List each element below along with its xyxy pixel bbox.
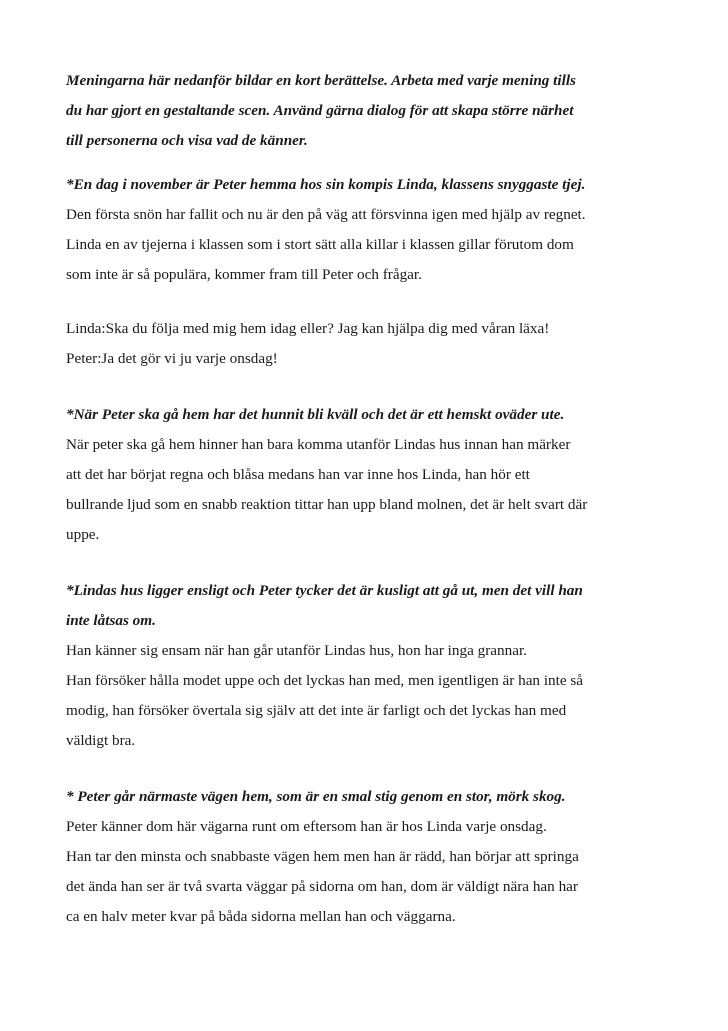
spacer [66,374,676,400]
spacer [66,550,676,576]
dialog-line: Peter:Ja det gör vi ju varje onsdag! [66,350,278,367]
section-4 [66,782,676,932]
intro-line: till personerna och visa vad de känner. [66,132,308,149]
document-page [66,66,676,932]
body-line: Han känner sig ensam när han går utanför Lindas hus, hon har inga grannar. [66,642,527,659]
body-line: Han försöker hålla modet uppe och det lyckas han med, men igentligen är han inte så [66,672,584,689]
spacer [66,290,676,314]
section-heading: *När Peter ska gå hem har det hunnit bli kväll och det är ett hemskt oväder ute. [66,406,565,423]
body-line: bullrande ljud som en snabb reaktion tittar han upp bland molnen, det är helt svart där [66,496,588,513]
body-line: ca en halv meter kvar på båda sidorna mellan han och väggarna. [66,908,456,925]
body-line: Den första snön har fallit och nu är den på väg att försvinna igen med hjälp av regnet. [66,206,586,223]
section-heading: inte låtsas om. [66,612,156,629]
body-line: När peter ska gå hem hinner han bara komma utanför Lindas hus innan han märker [66,436,571,453]
spacer [66,756,676,782]
dialog-section [66,314,676,374]
body-line: väldigt bra. [66,732,136,749]
body-line: det ända han ser är två svarta väggar på sidorna om han, dom är väldigt nära han har [66,878,578,895]
body-line: Han tar den minsta och snabbaste vägen hem men han är rädd, han börjar att springa [66,848,579,865]
section-3 [66,576,676,756]
intro-line: du har gjort en gestaltande scen. Använd gärna dialog för att skapa större närhet [66,102,574,119]
intro-paragraph [66,66,676,156]
body-line: Peter känner dom här vägarna runt om eftersom han är hos Linda varje onsdag. [66,818,547,835]
section-1 [66,170,676,290]
body-line: Linda en av tjejerna i klassen som i stort sätt alla killar i klassen gillar förutom dom [66,236,574,253]
body-line: att det har börjat regna och blåsa medans han var inne hos Linda, han hör ett [66,466,530,483]
body-line: som inte är så populära, kommer fram till Peter och frågar. [66,266,422,283]
section-heading: *Lindas hus ligger ensligt och Peter tycker det är kusligt att gå ut, men det vill han [66,582,583,599]
body-line: uppe. [66,526,100,543]
section-2 [66,400,676,550]
body-line: modig, han försöker övertala sig själv att det inte är farligt och det lyckas han med [66,702,567,719]
dialog-line: Linda:Ska du följa med mig hem idag eller? Jag kan hjälpa dig med våran läxa! [66,320,550,337]
section-heading: *En dag i november är Peter hemma hos sin kompis Linda, klassens snyggaste tjej. [66,176,586,193]
intro-line: Meningarna här nedanför bildar en kort berättelse. Arbeta med varje mening tills [66,72,576,89]
section-heading: * Peter går närmaste vägen hem, som är en smal stig genom en stor, mörk skog. [66,788,566,805]
